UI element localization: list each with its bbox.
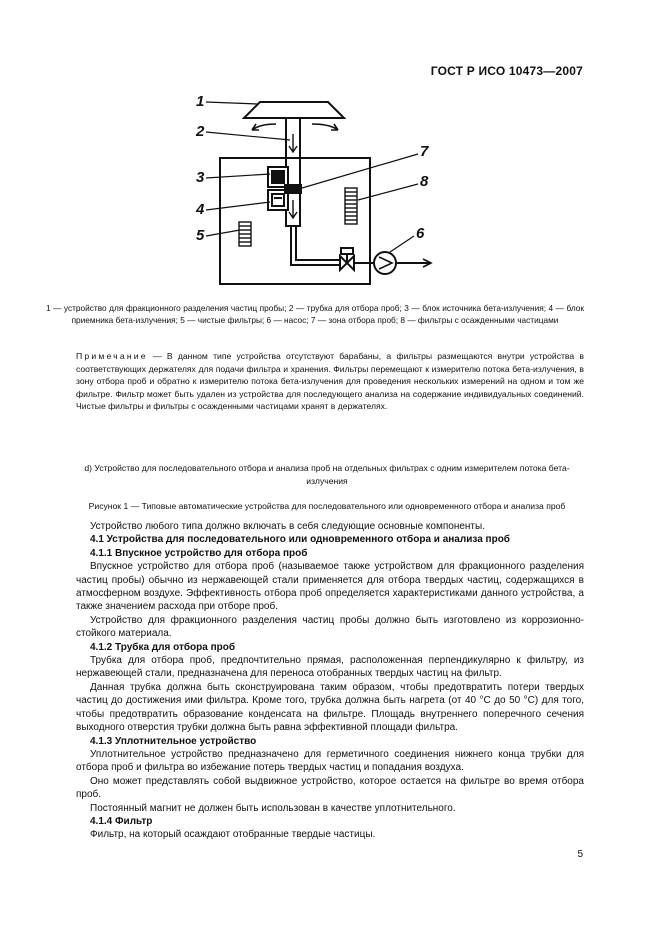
- paragraph-4-1-3-b: Оно может представлять собой выдвижное устройство, которое остается на фильтре во время отбора проб.: [76, 775, 584, 801]
- callout-8: 8: [420, 173, 429, 190]
- callout-7: 7: [420, 143, 429, 160]
- figure-legend: 1 — устройство для фракционного разделения частиц пробы; 2 — трубка для отбора проб; 3 — блок источника бета-излучения; 4 — блок приемника бета-излучения; 5 — чистые фильтры; 6 — насос; 7 — зона отбора проб; 8 — фильтры с осажденными частицами: [46, 303, 584, 325]
- intro-paragraph: Устройство любого типа должно включать в себя следующие основные компоненты.: [90, 521, 485, 532]
- paragraph-4-1-4-a: Фильтр, на который осаждают отобранные твердые частицы.: [90, 829, 376, 841]
- paragraph-4-1-1-b: Устройство для фракционного разделения частиц пробы должно быть изготовлено из коррозионно-стойкого материала.: [76, 614, 584, 640]
- callout-2: 2: [196, 123, 205, 140]
- note-text: — В данном типе устройства отсутствуют барабаны, а фильтры размещаются внутри устройства в соответствующих держателях для подачи фильтра и хранения. Фильтры перемещают к измерителю потока бета-излучения, в зону отбора проб и обратно к измерителю потока бета-излучения для проведения нескольких измерений на одном и том же фильтре. Фильтр может быть удален из устройства для последующего анализа на содержание индивидуальных соединений. Чистые фильтры и фильтры с осажденными частицами хранят в держателях.: [76, 351, 585, 412]
- callout-5: 5: [196, 227, 205, 244]
- figure-diagram: [190, 90, 450, 295]
- figure-caption: Рисунок 1 — Типовые автоматические устройства для последовательного или одновременного отбора и анализа проб: [88, 501, 566, 511]
- body-text: [76, 520, 584, 842]
- paragraph-4-1-3-a: Уплотнительное устройство предназначено для герметичного соединения нижнего конца трубки для отбора проб и фильтра во избежание потерь твердых частиц и попадания воздуха.: [76, 748, 584, 774]
- clean-filters-stack: [239, 222, 251, 246]
- sampling-zone: [285, 185, 301, 193]
- subfigure-caption-d: d) Устройство для последовательного отбора и анализа проб на отдельных фильтрах с одним измерителем потока бета-излучения: [84, 463, 570, 486]
- section-4-1-1-heading: 4.1.1 Впускное устройство для отбора проб: [90, 547, 308, 559]
- callout-3: 3: [196, 169, 205, 186]
- callout-4: 4: [196, 201, 205, 218]
- paragraph-4-1-2-a: Трубка для отбора проб, предпочтительно прямая, расположенная перпендикулярно к фильтру, из нержавеющей стали, предназначена для переноса отобранных твердых частиц на фильтр.: [76, 655, 584, 680]
- paragraph-4-1-3-c: Постоянный магнит не должен быть использован в качестве уплотнительного.: [90, 802, 456, 814]
- inlet-cap: [244, 102, 344, 118]
- document-header: ГОСТ Р ИСО 10473—2007: [430, 64, 583, 78]
- callout-6: 6: [416, 225, 425, 242]
- paragraph-4-1-1-a: Впускное устройство для отбора проб (называемое также устройством для фракционного разделения частиц пробы) обычно из нержавеющей стали применяется для отбора твердых частиц, содержащихся в атмосферном воздухе. Эффективность отбора проб определяется характеристиками данного устройства, а также значением расхода при отборе проб.: [76, 561, 584, 613]
- section-4-1-heading: 4.1 Устройства для последовательного или одновременного отбора и анализа проб: [90, 534, 510, 546]
- section-4-1-3-heading: 4.1.3 Уплотнительное устройство: [90, 735, 257, 747]
- callout-1: 1: [196, 93, 205, 110]
- section-4-1-4-heading: 4.1.4 Фильтр: [90, 815, 153, 827]
- figure-note: [76, 350, 584, 413]
- section-4-1-2-heading: 4.1.2 Трубка для отбора проб: [90, 641, 236, 653]
- loaded-filters-stack: [345, 188, 357, 224]
- outlet-pipe: [291, 226, 340, 265]
- note-label: Примечание: [76, 351, 148, 361]
- page-number: 5: [577, 849, 583, 860]
- paragraph-4-1-2-b: Данная трубка должна быть сконструирована таким образом, чтобы предотвратить потери твердых частиц до достижения ими фильтра. Кроме того, трубка должна быть нагрета (от 40 °С до 50 °С) для того, чтобы предотвратить образование конденсата на фильтре. Площадь внутреннего поперечного сечения выходного отверстия трубки должна быть равна эффективной площади фильтра.: [76, 681, 584, 734]
